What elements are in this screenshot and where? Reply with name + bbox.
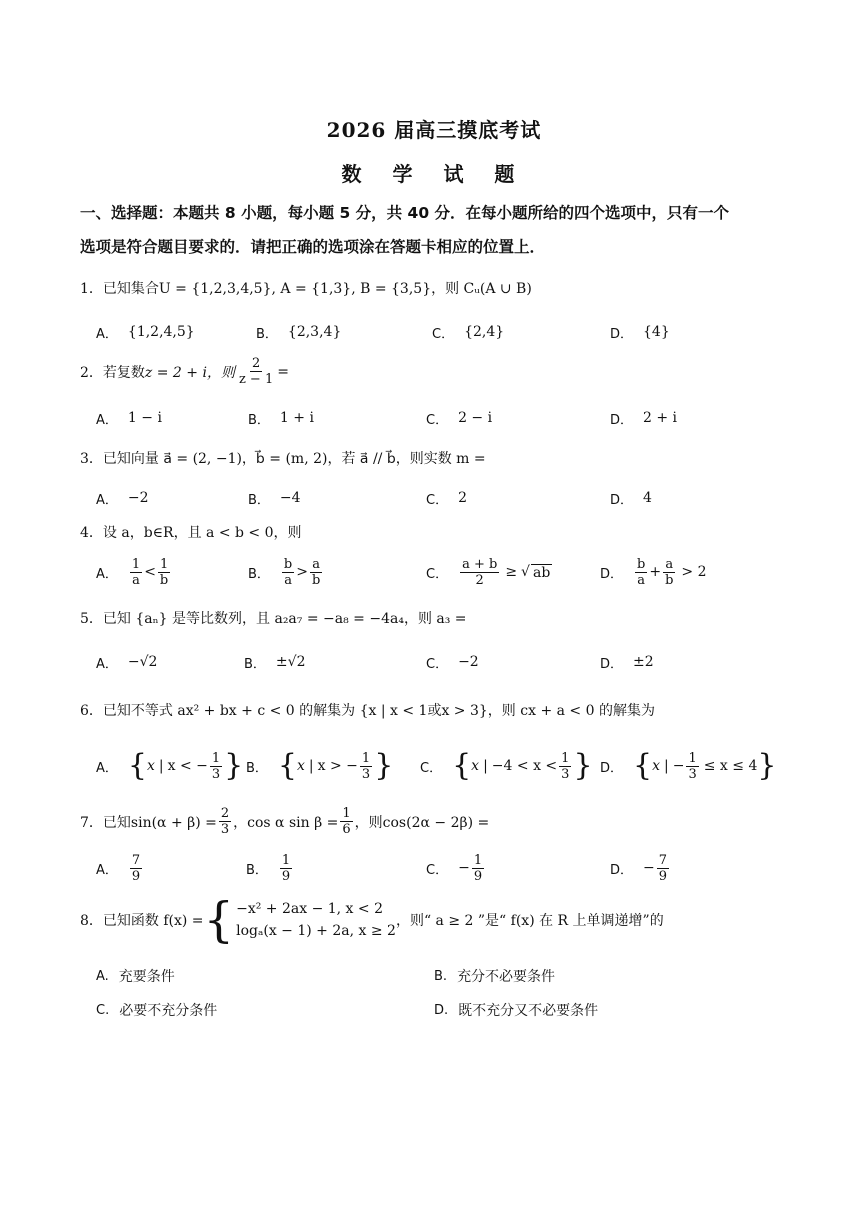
section-heading-line1: 一、选择题：本题共 8 小题，每小题 5 分，共 40 分．在每小题所给的四个选项中，只有一个: [80, 204, 730, 222]
q3-option-b[interactable]: B． −4: [248, 490, 301, 508]
exam-title: 2026 届高三摸底考试: [326, 118, 542, 142]
q6-option-a[interactable]: A． { x | x < − $\frac{1}{3}$ }: [96, 748, 244, 783]
q3-option-a[interactable]: A． −2: [96, 490, 149, 508]
question-6-options: [96, 746, 796, 786]
q2-option-d[interactable]: D． 2 + i: [610, 410, 678, 428]
q4-option-b[interactable]: B． $\frac{b}{a}$ > $\frac{a}{b}$: [248, 556, 321, 588]
q5-option-b[interactable]: B． ±√2: [244, 654, 306, 672]
q2-option-b[interactable]: B． 1 + i: [248, 410, 314, 428]
q5-option-a[interactable]: A． −√2: [96, 654, 158, 672]
question-2-stem: 2．若复数 z = 2 + i，则 $\frac{2}{z - 1}$ =: [80, 356, 289, 387]
q3-option-d[interactable]: D． 4: [610, 490, 652, 508]
question-8-stem: 8．已知函数 f(x) = { −x² + 2ax − 1, x < 2 logₐ(x − 1) + 2a, x ≥ 2 ，则“ a ≥ 2 ”是“ f(x) 在 R 上单调递增”的: [80, 892, 664, 948]
q1-option-b[interactable]: B． {2,3,4}: [256, 324, 342, 342]
q7-option-c[interactable]: C． − $\frac{1}{9}$: [426, 852, 483, 884]
question-2-options: [96, 398, 796, 438]
question-3-options: [96, 478, 796, 518]
q8-option-d[interactable]: D. 既不充分又不必要条件: [434, 1002, 599, 1019]
q1-option-a[interactable]: A． {1,2,4,5}: [96, 324, 195, 342]
q7-option-a[interactable]: A． $\frac{7}{9}$: [96, 852, 141, 884]
q8-option-a[interactable]: A. 充要条件: [96, 968, 175, 985]
question-6-stem: 6．已知不等式 ax² + bx + c < 0 的解集为 {x | x < 1或x > 3}，则 cx + a < 0 的解集为: [80, 703, 655, 719]
question-4-stem: 4．设 a，b∈R，且 a < b < 0，则: [80, 525, 302, 541]
q7-option-b[interactable]: B． $\frac{1}{9}$: [246, 852, 291, 884]
q7-option-d[interactable]: D． − $\frac{7}{9}$: [610, 852, 668, 884]
q8-piecewise: { −x² + 2ax − 1, x < 2 logₐ(x − 1) + 2a, x ≥ 2: [203, 892, 396, 948]
q4-option-c[interactable]: C． $\frac{a + b}{2}$ ≥ √ ab: [426, 556, 551, 588]
q8-option-c[interactable]: C. 必要不充分条件: [96, 1002, 218, 1019]
question-1-options: [96, 312, 796, 352]
q6-option-c[interactable]: C． { x | −4 < x < $\frac{1}{3}$ }: [420, 748, 593, 783]
question-7-stem: 7．已知sin(α + β) = $\frac{2}{3}$ ，cos α sin β = $\frac{1}{6}$ ，则cos(2α − 2β) =: [80, 806, 490, 837]
q5-option-d[interactable]: D． ±2: [600, 654, 654, 672]
q2-fraction: $\frac{2}{z - 1}$: [238, 356, 274, 387]
section-heading: [80, 196, 800, 264]
q2-option-a[interactable]: A． 1 − i: [96, 410, 162, 428]
question-3-stem: 3．已知向量 a⃗ = (2, −1)，b⃗ = (m, 2)，若 a⃗ // b⃗，则实数 m =: [80, 451, 486, 467]
q8-option-b[interactable]: B. 充分不必要条件: [434, 968, 556, 985]
question-8-options-row2: [96, 990, 796, 1030]
question-5-options: [96, 642, 796, 682]
q1-option-c[interactable]: C． {2,4}: [432, 324, 505, 342]
question-1-stem: 1．已知集合U = {1,2,3,4,5}, A = {1,3}, B = {3,5}，则 Cᵤ(A ∪ B): [80, 281, 532, 297]
q5-option-c[interactable]: C． −2: [426, 654, 479, 672]
q4-option-a[interactable]: A． $\frac{1}{a}$ < $\frac{1}{b}$: [96, 556, 169, 588]
q6-option-b[interactable]: B． { x | x > − $\frac{1}{3}$ }: [246, 748, 394, 783]
section-heading-line2: 选项是符合题目要求的．请把正确的选项涂在答题卡相应的位置上．: [80, 238, 546, 256]
q1-option-d[interactable]: D． {4}: [610, 324, 670, 342]
question-7-options: [96, 848, 796, 888]
q3-option-c[interactable]: C． 2: [426, 490, 467, 508]
q6-option-d[interactable]: D． { x | − $\frac{1}{3}$ ≤ x ≤ 4 }: [600, 748, 777, 783]
question-5-stem: 5．已知 {aₙ} 是等比数列，且 a₂a₇ = −a₈ = −4a₄，则 a₃ =: [80, 611, 467, 627]
q4-option-d[interactable]: D． $\frac{b}{a}$ + $\frac{a}{b}$ > 2: [600, 556, 707, 588]
question-4-options: [96, 552, 796, 592]
q2-option-c[interactable]: C． 2 − i: [426, 410, 493, 428]
exam-subtitle: 数 学 试 题: [341, 162, 527, 186]
